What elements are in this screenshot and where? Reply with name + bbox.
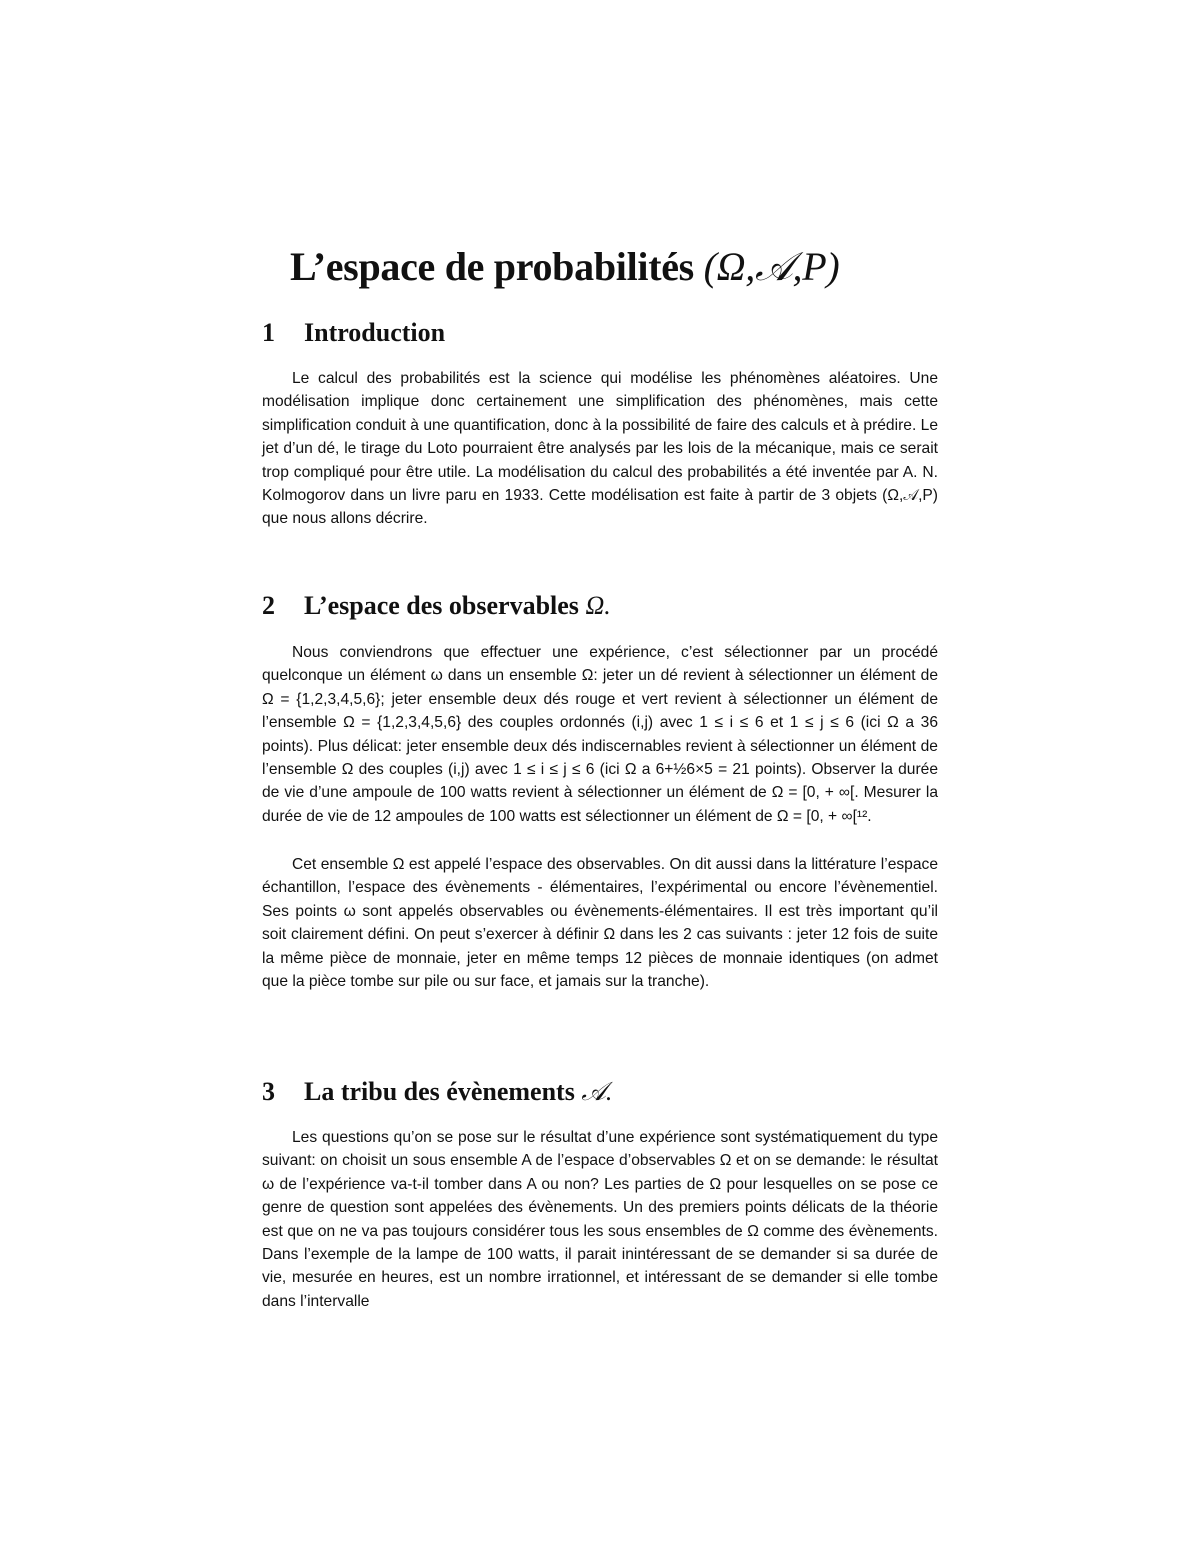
- paragraph-tribu: [262, 1126, 938, 1313]
- title-math: (Ω,𝒜,P): [703, 244, 840, 289]
- section-title: Introduction: [304, 318, 446, 347]
- paragraph-introduction: [262, 367, 938, 531]
- section-number: 3: [262, 1077, 275, 1106]
- section-title: La tribu des évènements: [304, 1077, 575, 1106]
- paragraph-text: Les questions qu’on se pose sur le résultat d’une expérience sont systématiquement du type suivant: on choisit un sous ensemble A de l’espace d’observables Ω et on se demande: le résultat ω de l’expérience va-t-il tomber dans A ou non? Les parties de Ω pour lesquelles on se pose ce genre de question sont appelées des évènements. Un des premiers points délicats de la théorie est que on ne va pas toujours considérer tous les sous ensembles de Ω comme des évènements. Dans l’exemple de la lampe de 100 watts, il parait inintéressant de se demander si sa durée de vie, mesurée en heures, est un nombre irrationnel, et intéressant de se demander si elle tombe dans l’intervalle: [262, 1129, 938, 1310]
- section-title-math: Ω.: [585, 591, 611, 620]
- section-number: 2: [262, 591, 275, 620]
- section-title-math: 𝒜.: [581, 1077, 613, 1106]
- paragraph-observables-2: [262, 853, 938, 993]
- paragraph-text: Nous conviendrons que effectuer une expérience, c’est sélectionner par un procédé quelconque un élément ω dans un ensemble Ω: jeter un dé revient à sélectionner un élément de Ω = {1,2,3,4,5,6}; jeter ensemble deux dés rouge et vert revient à sélectionner un élément de l’ensemble Ω = {1,2,3,4,5,6} des couples ordonnés (i,j) avec 1 ≤ i ≤ 6 et 1 ≤ j ≤ 6 (ici Ω a 36 points). Plus délicat: jeter ensemble deux dés indiscernables revient à sélectionner un élément de l’ensemble Ω des couples (i,j) avec 1 ≤ i ≤ j ≤ 6 (ici Ω a 6+½6×5 = 21 points). Observer la durée de vie d’une ampoule de 100 watts revient à sélectionner un élément de Ω = [0, + ∞[. Mesurer la durée de vie de 12 ampoules de 100 watts est sélectionner un élément de Ω = [0, + ∞[¹².: [262, 644, 938, 825]
- section-heading-tribu: [262, 1075, 612, 1109]
- paragraph-text: Cet ensemble Ω est appelé l’espace des observables. On dit aussi dans la littérature l’espace échantillon, l’espace des évènements - élémentaires, l’expérimental ou encore l’évènementiel. Ses points ω sont appelés observables ou évènements-élémentaires. Il est très important qu’il soit clairement défini. On peut s’exercer à définir Ω dans les 2 cas suivants : jeter 12 fois de suite la même pièce de monnaie, jeter en même temps 12 pièces de monnaie identiques (on admet que la pièce tombe sur pile ou sur face, et jamais sur la tranche).: [262, 856, 938, 991]
- paragraph-text: Le calcul des probabilités est la science qui modélise les phénomènes aléatoires. Une modélisation implique donc certainement une simplification des phénomènes, mais cette simplification conduit à une quantification, donc à la possibilité de faire des calculs et à prédire. Le jet d’un dé, le tirage du Loto pourraient être analysés par les lois de la mécanique, mais ce serait trop compliqué pour être utile. La modélisation du calcul des probabilités a été inventée par A. N. Kolmogorov dans un livre paru en 1933. Cette modélisation est faite à partir de 3 objets (Ω,𝒜,P) que nous allons décrire.: [262, 370, 938, 528]
- section-number: 1: [262, 318, 275, 347]
- section-heading-observables: [262, 589, 611, 623]
- section-title: L’espace des observables: [304, 591, 579, 620]
- paragraph-observables-1: [262, 641, 938, 828]
- document-title: [290, 240, 930, 294]
- title-text: L’espace de probabilités: [290, 244, 694, 289]
- section-heading-introduction: [262, 316, 445, 350]
